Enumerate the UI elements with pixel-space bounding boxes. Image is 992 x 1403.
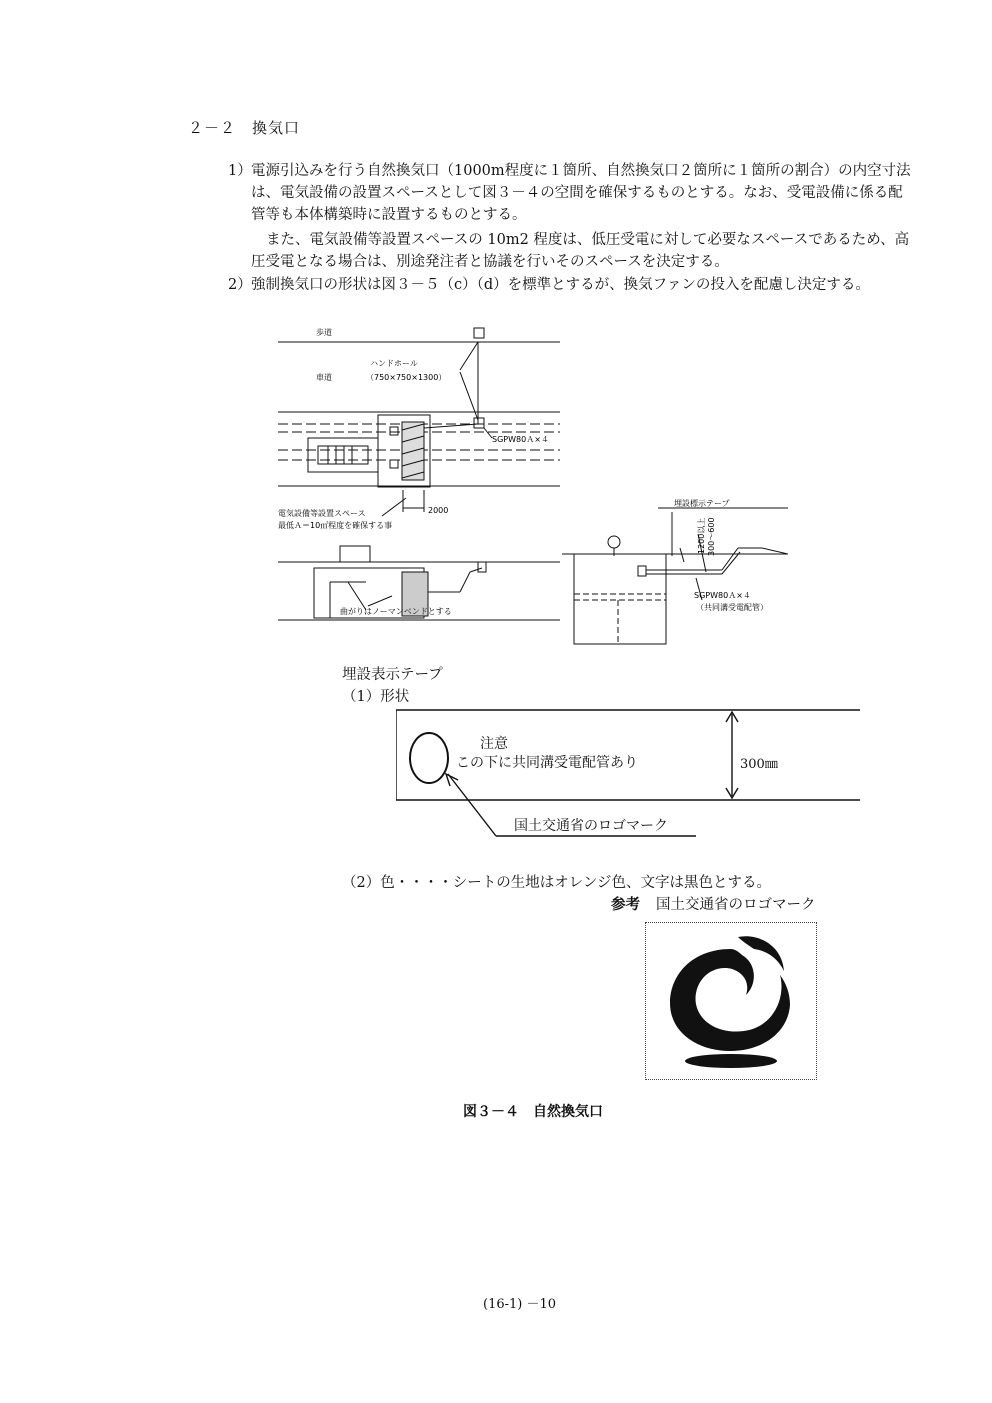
page-number: (16-1) －10 [483,1297,557,1312]
tape-diagram [396,706,862,852]
tape-color-label: （2）色・・・・シートの生地はオレンジ色、文字は黒色とする。 [342,875,771,891]
space-note-line-2: 最低Ａ＝10㎡程度を確保する事 [278,521,393,530]
paragraph-1-line-3: 管等も本体構築時に設置するものとする。 [251,207,527,223]
tape-label: 埋設標示テープ [674,499,730,508]
mlit-logo [646,923,816,1079]
cross-section-drawing [562,494,788,654]
tape-logo-label: 国土交通省のロゴマーク [514,818,668,834]
section-pipe-note: （共同溝受電配管） [696,603,768,612]
paragraph-1-line-1: 電源引込みを行う自然換気口（1000m程度に１箇所、自然換気口２箇所に１箇所の割合）の内空寸法 [251,163,911,179]
space-note-line-1: 電気設備等設置スペース [278,509,366,518]
tape-width-label: 300㎜ [740,757,778,772]
bend-note-label: 曲がりはノーマンベンドとする [340,607,452,616]
figure-caption: 図３－４ 自然換気口 [463,1104,603,1120]
pipe-label: SGPW80Ａ×４ [492,435,549,444]
mlit-logo-frame [645,922,817,1080]
dimension-label: 2000 [428,506,449,515]
depth-label-2: 300～600 [707,517,716,556]
handhole-label: ハンドホール [370,359,418,368]
section-heading: ２－２ 換気口 [188,119,301,137]
reference-label: 参考 [611,896,640,913]
tape-spec-title: 埋設表示テープ [342,667,443,683]
tape-caution-label: 注意 [480,736,508,752]
paragraph-2-line-1: 強制換気口の形状は図３－５（c）（d）を標準とするが、換気ファンの投入を配慮し決定する。 [251,277,870,293]
handhole-size-label: （750×750×1300） [366,373,447,382]
paragraph-1-line-5: 圧受電となる場合は、別途発注者と協議を行いそのスペースを決定する。 [251,254,729,270]
roadway-label: 車道 [316,373,332,382]
paragraph-2-marker: 2） [228,277,252,293]
sidewalk-label: 歩道 [316,328,332,337]
tape-caution-text: この下に共同溝受電配管あり [456,755,638,771]
tape-shape-label: （1）形状 [342,689,410,705]
depth-label-1: 1200以上 [697,517,706,554]
section-pipe-label: SGPW80Ａ×４ [694,591,751,600]
paragraph-1-line-4: また、電気設備等設置スペースの 10m2 程度は、低圧受電に対して必要なスペースであるため、高 [266,232,910,248]
plan-profile-drawing [270,320,560,656]
reference-text: 国土交通省のロゴマーク [656,897,816,913]
paragraph-1-marker: 1） [228,163,252,179]
paragraph-1-line-2: は、電気設備の設置スペースとして図３－４の空間を確保するものとする。なお、受電設備に係る配 [251,185,903,201]
